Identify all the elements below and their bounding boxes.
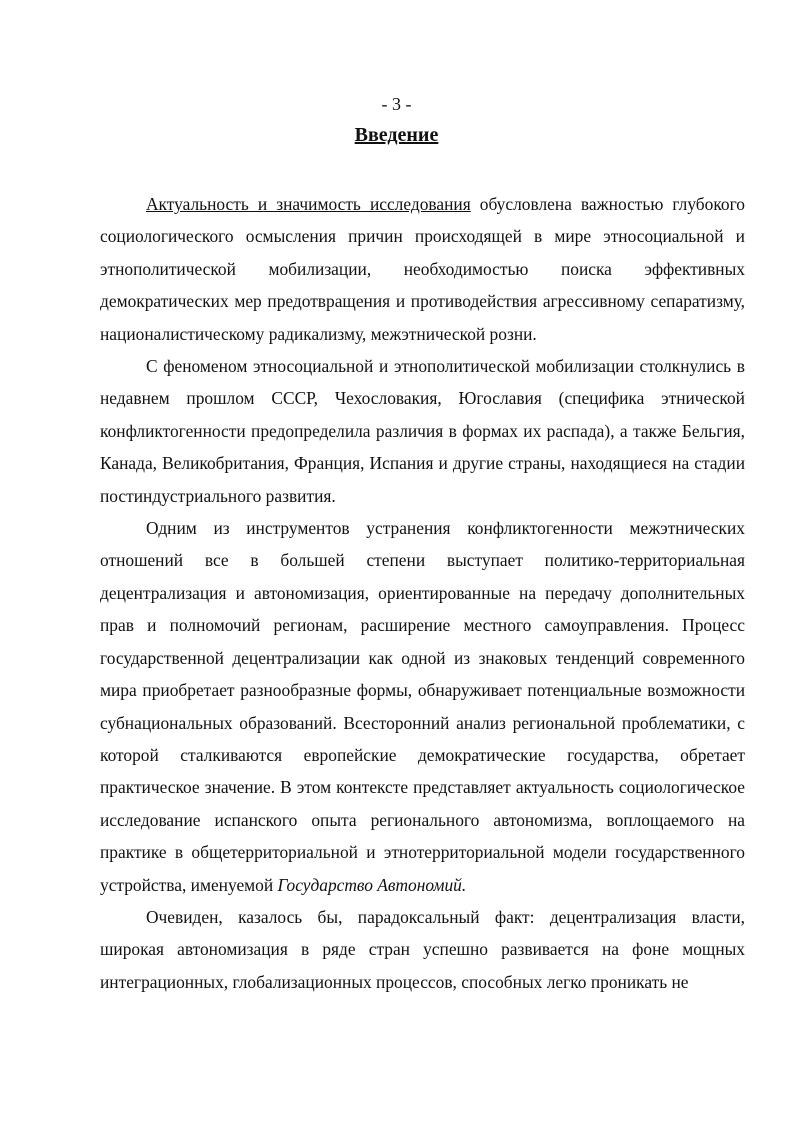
paragraph-relevance-text: обусловлена важностью глубокого социологического осмысления причин происходящей в мире этносоциальной и этнополитической мобилизации, необходимостью поиска эффективных демократических мер предотвращения и противодействия агрессивному сепаратизму, националистическому радикализму, межэтнической розни. (100, 194, 745, 344)
italic-term: Государство Автономий. (277, 874, 467, 895)
section-title: Введение (354, 124, 439, 146)
underlined-lead: Актуальность и значимость исследования (146, 194, 471, 214)
page-number: - 3 - (381, 94, 412, 114)
paragraph-decentralization (100, 512, 745, 901)
paragraph-paradox: Очевиден, казалось бы, парадоксальный факт: децентрализация власти, широкая автономизация в ряде стран успешно развивается на фоне мощных интеграционных, глобализационных процессов, способных легко проникать не (100, 906, 745, 992)
paragraph-mobilization: С феноменом этносоциальной и этнополитической мобилизации столкнулись в недавнем прошлом СССР, Чехословакия, Югославия (специфика этнической конфликтогенности предопределила различия в формах их распада), а также Бельгия, Канада, Великобритания, Франция, Испания и другие страны, находящиеся на стадии постиндустриального развития. (100, 356, 745, 506)
paragraph-relevance (100, 188, 745, 350)
paragraph-decentralization-text: Одним из инструментов устранения конфликтогенности межэтнических отношений все в большей степени выступает политико-территориальная децентрализация и автономизация, ориентированные на передачу дополнительных прав и полномочий регионам, расширение местного самоуправления. Процесс государственной децентрализации как одной из знаковых тенденций современного мира приобретает разнообразные формы, обнаруживает потенциальные возможности субнациональных образований. Всесторонний анализ региональной проблематики, с которой сталкиваются европейские демократические государства, обретает практическое значение. В этом контексте представляет актуальность социологическое исследование испанского опыта регионального автономизма, воплощаемого на практике в общетерриториальной и этнотерриториальной модели государственного устройства, именуемой (100, 518, 745, 895)
body-text (100, 188, 745, 998)
